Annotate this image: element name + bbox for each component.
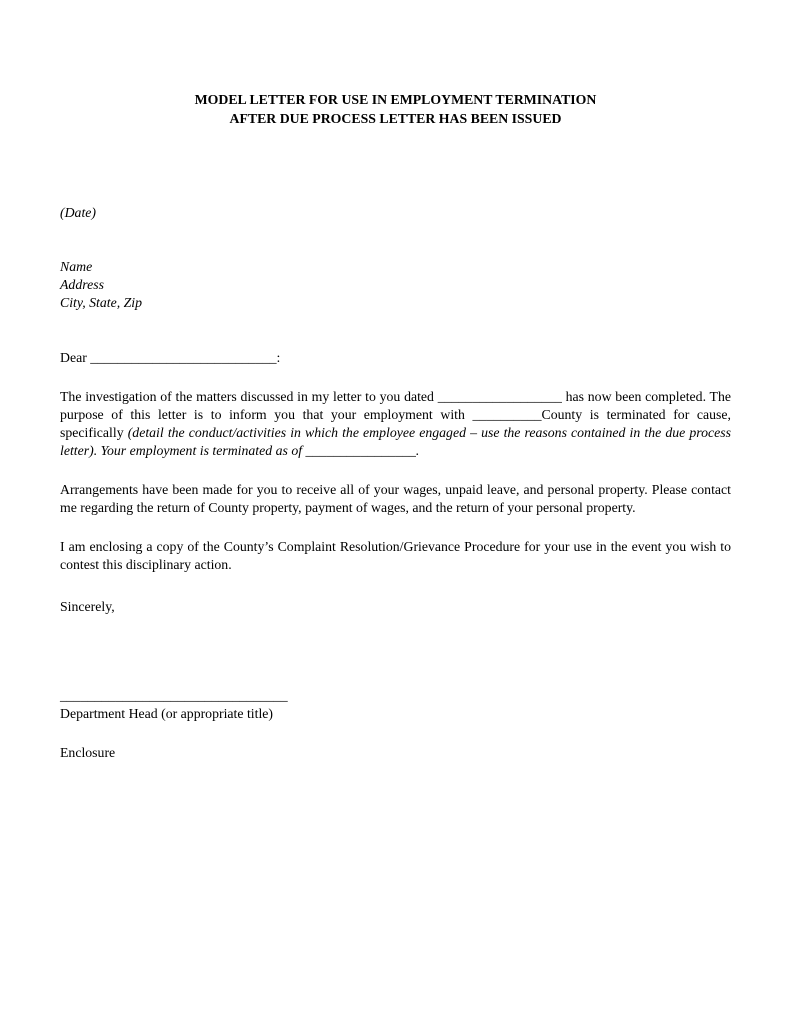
signature-line: _________________________________ — [60, 688, 288, 703]
enclosure: Enclosure — [60, 745, 116, 760]
salutation: Dear ___________________________: — [60, 350, 281, 365]
closing: Sincerely, — [60, 599, 115, 614]
recipient-name: Name — [60, 259, 93, 274]
paragraph-1-italic-text: (detail the conduct/activities in which the employee engaged – use the reasons contained in the due process letter). Your employment is terminated as of ________________. — [60, 425, 731, 458]
paragraph-3: I am enclosing a copy of the County’s Complaint Resolution/Grievance Procedure for your use in the event you wish to contest this disciplinary action. — [60, 539, 731, 572]
title-line-1: MODEL LETTER FOR USE IN EMPLOYMENT TERMINATION — [194, 92, 597, 107]
paragraph-1 — [60, 388, 731, 460]
signature-title: Department Head (or appropriate title) — [60, 706, 273, 721]
recipient-city-state-zip: City, State, Zip — [60, 295, 143, 310]
paragraph-1-normal-text: The investigation of the matters discussed in my letter to you dated __________________ has now been completed. The purpose of this letter is to inform you that your employment with __________County is terminated for cause, specifically — [60, 389, 731, 440]
title-line-2: AFTER DUE PROCESS LETTER HAS BEEN ISSUED — [229, 111, 562, 126]
letter-title — [60, 90, 731, 128]
recipient-address: Address — [60, 277, 104, 292]
recipient-block — [60, 258, 731, 312]
paragraph-2: Arrangements have been made for you to receive all of your wages, unpaid leave, and personal property. Please contact me regarding the return of County property, payment of wages, and the return of your personal property. — [60, 482, 731, 515]
date-placeholder: (Date) — [60, 205, 97, 220]
